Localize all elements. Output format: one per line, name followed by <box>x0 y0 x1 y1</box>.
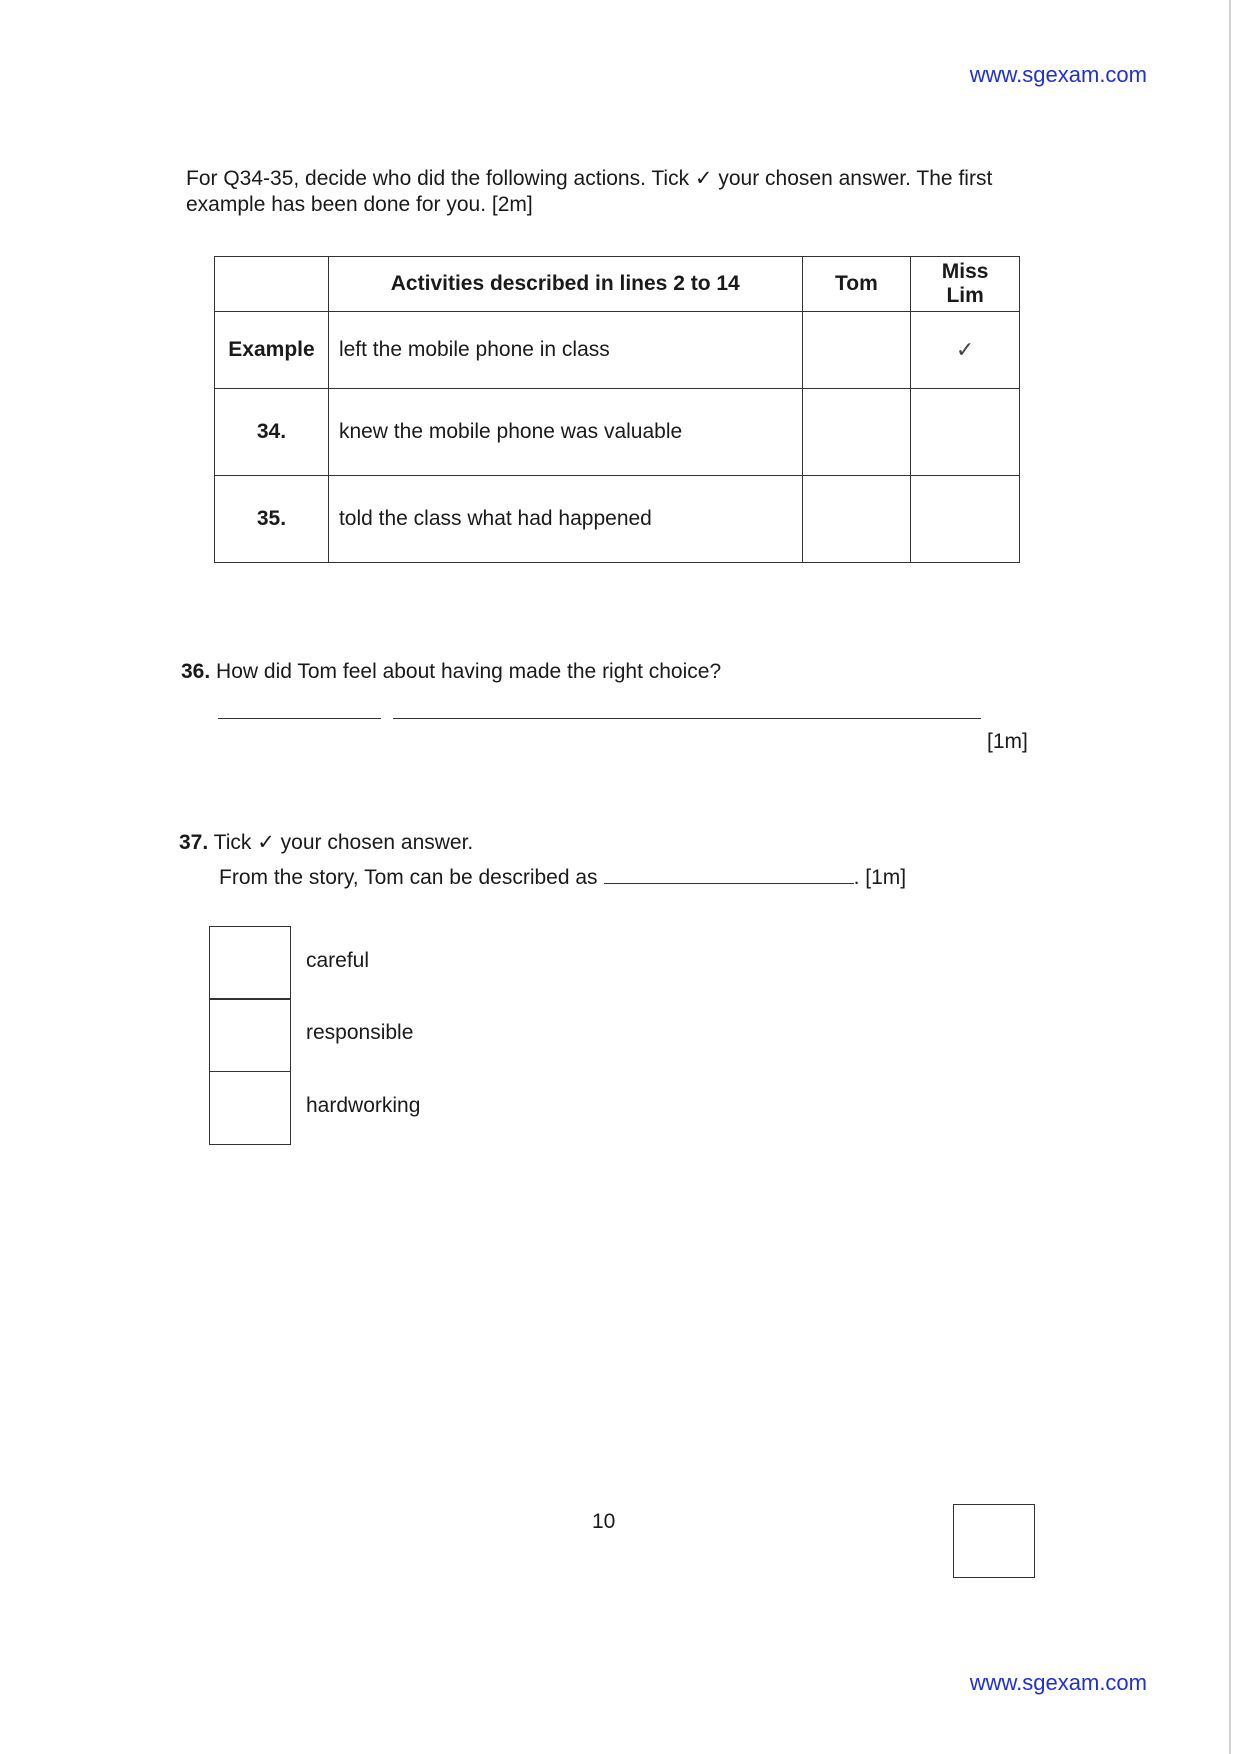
row-activity: left the mobile phone in class <box>328 312 802 389</box>
question-number: 36. <box>181 660 211 683</box>
marks-label: [1m] <box>987 730 1028 753</box>
miss-lim-tick-cell[interactable]: ✓ <box>911 312 1020 389</box>
page-number: 10 <box>592 1510 616 1533</box>
option-checkbox-responsible[interactable] <box>209 998 414 1072</box>
row-label: Example <box>215 312 329 389</box>
footer-url: www.sgexam.com <box>969 1670 1147 1695</box>
header-tom: Tom <box>802 257 911 312</box>
stem-text: From the story, Tom can be described as <box>219 866 598 889</box>
header-url: www.sgexam.com <box>969 62 1147 87</box>
answer-table <box>214 256 1020 563</box>
miss-lim-tick-cell[interactable] <box>911 389 1020 476</box>
answer-line[interactable] <box>393 718 981 719</box>
row-activity: knew the mobile phone was valuable <box>328 389 802 476</box>
option-label: careful <box>306 948 370 972</box>
page-edge <box>1229 0 1231 1754</box>
option-label: responsible <box>306 1021 414 1044</box>
question-text: How did Tom feel about having made the right choice? <box>216 660 722 683</box>
stem-marks: . [1m] <box>853 866 907 889</box>
score-box <box>953 1504 1035 1578</box>
miss-lim-tick-cell[interactable] <box>911 476 1020 563</box>
option-checkbox-careful[interactable] <box>209 926 370 1000</box>
question-36 <box>181 660 721 684</box>
answer-line[interactable] <box>218 718 381 719</box>
question-37 <box>179 830 473 855</box>
row-label: 34. <box>215 389 329 476</box>
table-row <box>215 389 1020 476</box>
table-header-row <box>215 257 1020 312</box>
question-stem <box>219 863 906 890</box>
option-label: hardworking <box>306 1093 421 1117</box>
answer-options <box>209 927 421 1145</box>
tom-tick-cell[interactable] <box>802 389 911 476</box>
question-text: Tick ✓ your chosen answer. <box>213 831 474 854</box>
header-miss-lim: Miss Lim <box>911 257 1020 312</box>
row-label: 35. <box>215 476 329 563</box>
table-row <box>215 312 1020 389</box>
question-number: 37. <box>179 831 209 854</box>
header-activities: Activities described in lines 2 to 14 <box>328 257 802 312</box>
row-activity: told the class what had happened <box>328 476 802 563</box>
table-row <box>215 476 1020 563</box>
tom-tick-cell[interactable] <box>802 312 911 389</box>
answer-blank[interactable] <box>604 863 854 884</box>
instructions: For Q34-35, decide who did the following actions. Tick ✓ your chosen answer. The first example has been done for you. [2m] <box>186 167 993 216</box>
option-checkbox-hardworking[interactable] <box>209 1071 421 1145</box>
tom-tick-cell[interactable] <box>802 476 911 563</box>
header-label-cell <box>215 257 329 312</box>
